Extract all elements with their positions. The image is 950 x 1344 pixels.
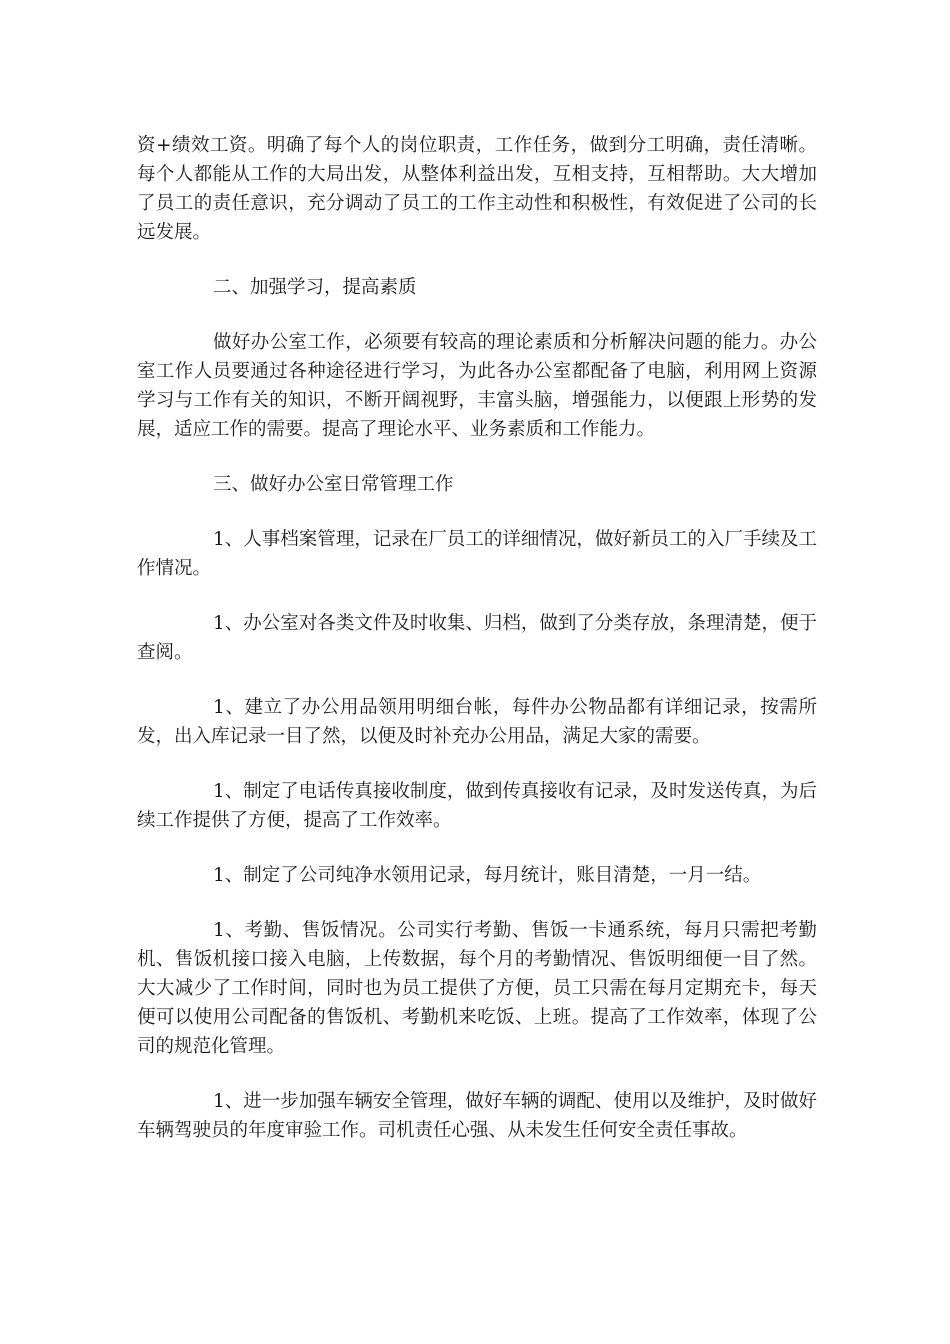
paragraph-personnel-archives: 1、人事档案管理，记录在厂员工的详细情况，做好新员工的入厂手续及工作情况。 (137, 529, 817, 579)
paragraph-water-records: 1、制定了公司纯净水领用记录，每月统计，账目清楚，一月一结。 (213, 865, 762, 886)
paragraph-study: 做好办公室工作，必须要有较高的理论素质和分析解决问题的能力。办公室工作人员要通过各种途径进行学习，为此各办公室都配备了电脑，利用网上资源学习与工作有关的知识，不断开阔视野，丰富头脑，增强能力，以便跟上形势的发展，适应工作的需要。提高了理论水平、业务素质和工作能力。 (137, 332, 817, 440)
section-heading-daily-management: 三、做好办公室日常管理工作 (213, 474, 454, 495)
paragraph-fax-system: 1、制定了电话传真接收制度，做到传真接收有记录，及时发送传真，为后续工作提供了方便，提高了工作效率。 (137, 781, 817, 831)
paragraph-document-filing: 1、办公室对各类文件及时收集、归档，做到了分类存放，条理清楚，便于查阅。 (137, 613, 817, 663)
paragraph-vehicle-safety: 1、进一步加强车辆安全管理，做好车辆的调配、使用以及维护，及时做好车辆驾驶员的年度审验工作。司机责任心强、从未发生任何安全责任事故。 (137, 1091, 817, 1141)
paragraph-office-supplies: 1、建立了办公用品领用明细台帐，每件办公物品都有详细记录，按需所发，出入库记录一目了然，以便及时补充办公用品，满足大家的需要。 (137, 697, 817, 747)
section-heading-study: 二、加强学习，提高素质 (213, 277, 417, 298)
document-page (137, 131, 817, 1171)
paragraph-salary-responsibility: 资+绩效工资。明确了每个人的岗位职责，工作任务，做到分工明确，责任清晰。每个人都能从工作的大局出发，从整体利益出发，互相支持，互相帮助。大大增加了员工的责任意识，充分调动了员工的工作主动性和积极性，有效促进了公司的长远发展。 (137, 135, 817, 243)
paragraph-attendance-meals: 1、考勤、售饭情况。公司实行考勤、售饭一卡通系统，每月只需把考勤机、售饭机接口接入电脑，上传数据，每个月的考勤情况、售饭明细便一目了然。大大减少了工作时间，同时也为员工提供了方便，员工只需在每月定期充卡，每天便可以使用公司配备的售饭机、考勤机来吃饭、上班。提高了工作效率，体现了公司的规范化管理。 (137, 920, 817, 1057)
